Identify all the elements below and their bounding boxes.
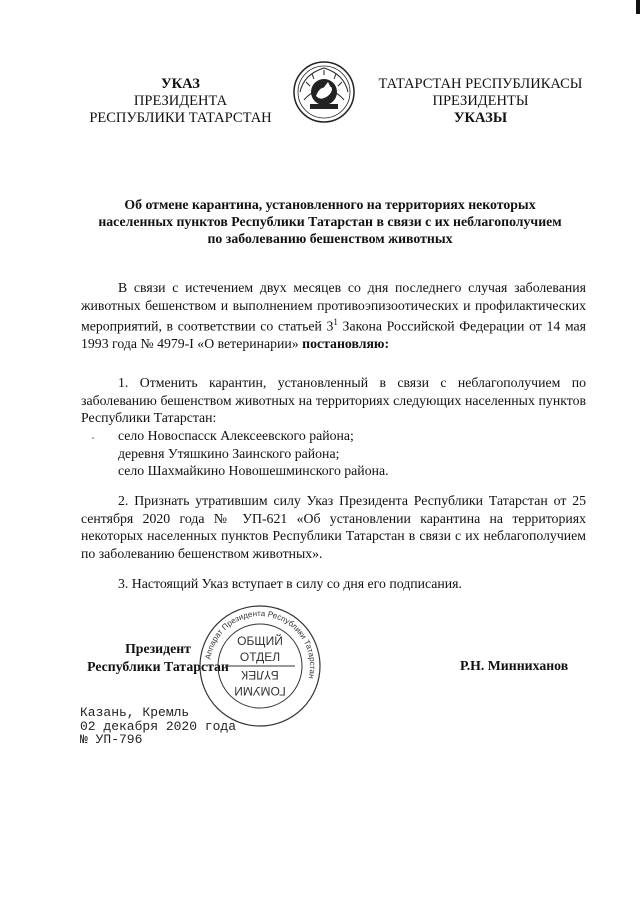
preamble-text-a: В связи с истечением двух месяцев со дня последнего случая заболевания животных бешенством и выполнением противоэпизоотических и профилактических мероприятий, в соответствии со статьей 3 bbox=[81, 280, 586, 334]
scan-speck bbox=[92, 437, 94, 439]
header-right-line3: УКАЗЫ bbox=[453, 110, 508, 126]
title-line3: по заболеванию бешенством животных bbox=[207, 231, 453, 246]
header-left-line3: РЕСПУБЛИКИ ТАТАРСТАН bbox=[89, 110, 272, 126]
stamp-line1: ОБЩИЙ bbox=[237, 634, 283, 648]
item-1-paragraph: 1. Отменить карантин, установленный в связи с неблагополучием по заболеванию бешенством животных на территориях следующих населенных пунктов Республики Татарстан: bbox=[81, 375, 586, 426]
title-line2: населенных пунктов Республики Татарстан в связи с их неблагополучием bbox=[98, 214, 562, 229]
header-left-russian bbox=[78, 76, 283, 127]
stamp-line3: ГОМУМИ bbox=[234, 684, 286, 698]
footer-place: Казань, Кремль bbox=[80, 705, 190, 720]
preamble-paragraph bbox=[81, 279, 586, 353]
header-right-tatar bbox=[368, 76, 593, 127]
preamble-decree-word: постановляю: bbox=[302, 336, 390, 352]
stamp-line4: БҮЛЕК bbox=[241, 668, 279, 682]
signatory-name: Р.Н. Минниханов bbox=[460, 658, 569, 673]
stamp-line2: ОТДЕЛ bbox=[239, 650, 281, 664]
item-2-paragraph: 2. Признать утратившим силу Указ Президента Республики Татарстан от 25 сентября 2020 года № УП-621 «Об установлении карантина на территориях некоторых населенных пунктов Республики Татарстан в связи с их неблагополучием по заболеванию бешенством животных». bbox=[81, 493, 586, 561]
footer-number: № УП-796 bbox=[80, 732, 143, 747]
tatarstan-emblem-icon bbox=[292, 60, 356, 124]
signature-position-line2: Республики Татарстан bbox=[87, 658, 229, 674]
place-date-number bbox=[80, 706, 236, 747]
footer-date: 02 декабря 2020 года bbox=[80, 718, 237, 734]
signature-position-line1: Президент bbox=[125, 641, 191, 656]
header-right-line1: ТАТАРСТАН РЕСПУБЛИКАСЫ bbox=[378, 76, 583, 92]
stamp-ring-text: Аппарат Президента Республики Татарстан bbox=[203, 608, 318, 680]
header-left-line2: ПРЕЗИДЕНТА bbox=[133, 93, 228, 109]
scan-edge-mark bbox=[636, 0, 640, 14]
location-1: село Новоспасск Алексеевского района; bbox=[118, 428, 354, 443]
header-left-line1: УКАЗ bbox=[161, 76, 200, 92]
title-line1: Об отмене карантина, установленного на территориях некоторых bbox=[124, 197, 536, 212]
preamble-text-b: Закона Российской Федерации от 14 мая 1993 года № 4979-I «О ветеринарии» bbox=[81, 318, 586, 352]
header-right-line2: ПРЕЗИДЕНТЫ bbox=[432, 93, 529, 109]
decree-title bbox=[70, 196, 590, 247]
preamble-superscript: 1 bbox=[333, 317, 338, 328]
item-3-paragraph: 3. Настоящий Указ вступает в силу со дня его подписания. bbox=[118, 576, 462, 591]
location-3: село Шахмайкино Новошешминского района. bbox=[118, 463, 389, 478]
location-2: деревня Утяшкино Заинского района; bbox=[118, 446, 340, 461]
